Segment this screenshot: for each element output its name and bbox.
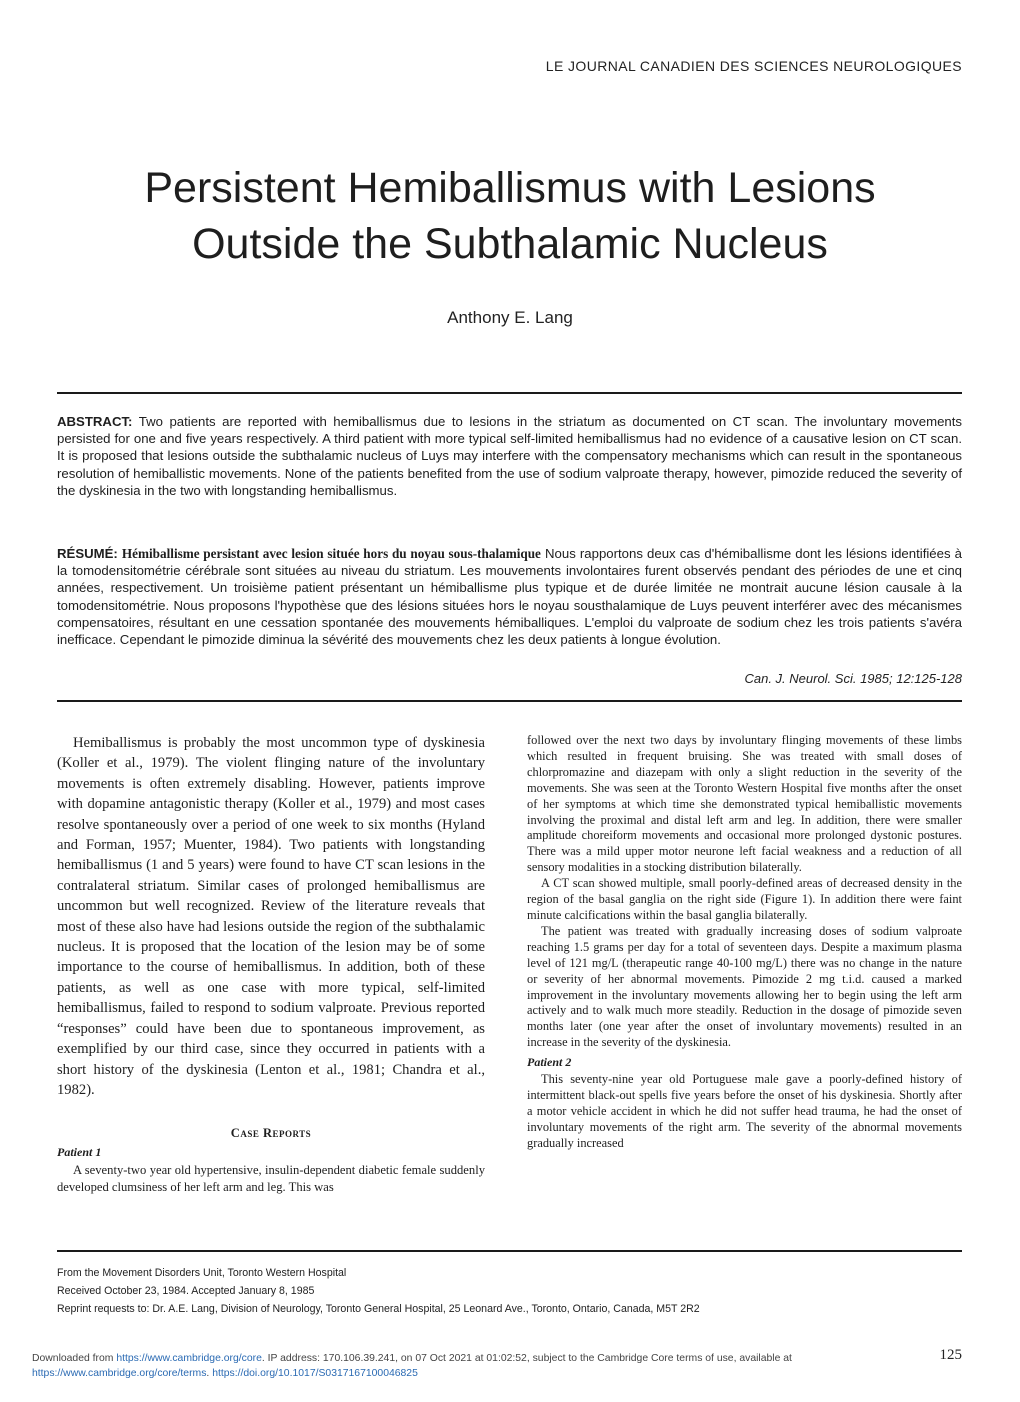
abstract-text: Two patients are reported with hemiballismus due to lesions in the striatum as documented on CT scan. The involuntary movements persisted for one and five years respectively. A third patient with more typical self-limited hemiballismus had no evidence of a causative lesion on CT scan. It is proposed that lesions outside the subthalamic nucleus of Luys may interfere with the compensatory mechanisms which can result in the spontaneous resolution of hemiballistic movements. None of the patients benefited from the use of sodium valproate therapy, however, pimozide reduced the severity of the dyskinesia in the two with longstanding hemiballismus.: [57, 414, 962, 498]
running-head: LE JOURNAL CANADIEN DES SCIENCES NEUROLOGIQUES: [545, 58, 962, 74]
right-paragraph-1: followed over the next two days by involuntary flinging movements of these limbs which resulted in frequent bruising. She was treated with small doses of chlorpromazine and diazepam with only a slight reduction in the severity of the movements. She was seen at the Toronto Western Hospital five months after the onset of her symptoms at which time she demonstrated typical hemiballistic movements involving the proximal and distal left arm and leg. In addition, there were smaller amplitude choreiform movements and occasional more prolonged dystonic postures. There was a mild upper motor neurone left facial weakness and a reduction of all sensory modalities in a stocking distribution bilaterally.: [527, 733, 962, 875]
footnote-received: Received October 23, 1984. Accepted January 8, 1985: [57, 1285, 315, 1297]
footnote-rule: [57, 1250, 962, 1252]
abstract-label: ABSTRACT:: [57, 414, 133, 429]
right-paragraph-4: This seventy-nine year old Portuguese male gave a poorly-defined history of intermittent black-out spells five years before the onset of his dyskinesia. Shortly after a motor vehicle accident in which he did not suffer head trauma, he had the onset of involuntary movements of the right arm. The severity of the abnormal movements gradually increased: [527, 1072, 962, 1150]
abstract: [57, 413, 962, 499]
download-notice: Downloaded from https://www.cambridge.org/core. IP address: 170.106.39.241, on 07 Oct 2021 at 01:02:52, subject to the Cambridge Core terms of use, available at https://www.cambridge.org/core/terms. https://doi.org/10.1017/S0317167100046825: [32, 1353, 792, 1379]
footnote-reprint: Reprint requests to: Dr. A.E. Lang, Division of Neurology, Toronto General Hospital, 25 Leonard Ave., Toronto, Ontario, Canada, M5T 2R2: [57, 1303, 700, 1315]
citation: Can. J. Neurol. Sci. 1985; 12:125-128: [744, 671, 962, 686]
resume-label: RÉSUMÉ:: [57, 546, 118, 561]
resume-text: Nous rapportons deux cas d'hémiballisme dont les lésions identifiées à la tomodensitométrie cérébrale sont situées au niveau du striatum. Les mouvements involontaires furent observés pendant des périodes de une et cinq années, respectivement. Un troisième patient présentant un hémiballisme plus typique et de durée limitée ne montrait aucune lésion causale à la tomodensitométrie. Nous proposons l'hypothèse que des lésions situées hors le noyau sousthalamique de Luys peuvent interférer avec des mécanismes compensatoires, résultant en une cessation spontanée des mouvements hémiballiques. L'emploi du valproate de sodium chez les trois patients s'avéra inefficace. Cependant le pimozide diminua la sévérité des mouvements chez les deux patients à longue évolution.: [57, 546, 962, 648]
doi-link[interactable]: https://doi.org/10.1017/S0317167100046825: [212, 1368, 418, 1379]
top-rule: [57, 392, 962, 394]
author-name: Anthony E. Lang: [447, 308, 573, 327]
footnote-affiliation: From the Movement Disorders Unit, Toronto Western Hospital: [57, 1267, 347, 1279]
footnotes: [57, 1264, 962, 1318]
download-middle: . IP address: 170.106.39.241, on 07 Oct 2021 at 01:02:52, subject to the Cambridge Core terms of use, available at: [261, 1353, 792, 1364]
title-line-1: Persistent Hemiballismus with Lesions: [144, 164, 876, 212]
terms-link[interactable]: https://www.cambridge.org/core/terms: [32, 1368, 207, 1379]
download-prefix: Downloaded from: [32, 1353, 114, 1364]
section-heading: Case Reports: [230, 1126, 312, 1141]
article-title: [60, 160, 960, 272]
abstract-bottom-rule: [57, 700, 962, 702]
page-number: 125: [939, 1347, 962, 1363]
title-line-2: Outside the Subthalamic Nucleus: [192, 220, 828, 268]
left-column: [57, 733, 485, 1196]
resume-subtitle: Hémiballisme persistant avec lesion située hors du noyau sous-thalamique: [121, 546, 541, 561]
patient-2-label: Patient 2: [527, 1055, 572, 1070]
intro-paragraph: Hemiballismus is probably the most uncommon type of dyskinesia (Koller et al., 1979). The violent flinging nature of the involuntary movements is often extremely disabling. However, patients improve with dopamine antagonistic therapy (Koller et al., 1979) and most cases resolve spontaneously over a period of one week to six months (Hyland and Forman, 1957; Muenter, 1984). Two patients with longstanding hemiballismus (1 and 5 years) were found to have CT scan lesions in the contralateral striatum. Similar cases of prolonged hemiballismus are uncommon but well recognized. Review of the literature reveals that most of these also have had lesions outside the region of the subthalamic nucleus. It is proposed that the location of the lesion may be of some importance to the course of hemiballismus. In addition, both of these patients, as well as one case with more typical, self-limited hemiballismus, failed to respond to sodium valproate. Previous reported “responses” could have been due to spontaneous improvement, as exemplified by our third case, since they occurred in patients with a short history of the dyskinesia (Lenton et al., 1981; Chandra et al., 1982).: [57, 735, 485, 1098]
patient-1-label: Patient 1: [57, 1145, 102, 1160]
resume: [57, 545, 962, 648]
right-paragraph-3: The patient was treated with gradually increasing doses of sodium valproate reaching 1.5 grams per day for a total of seventeen days. Despite a maximum plasma level of 121 mg/L (therapeutic range 40-100 mg/L) there was no change in the nature or severity of her abnormal movements. Pimozide 2 mg t.i.d. caused a marked improvement in the involuntary movements allowing her to begin using the left arm actively and to walk much more steadily. Reduction in the dosage of pimozide seven months later (one year after the onset of involuntary movements) resulted in an increase in the severity of the dyskinesia.: [527, 923, 962, 1050]
core-link[interactable]: https://www.cambridge.org/core: [116, 1353, 262, 1364]
right-paragraph-2: A CT scan showed multiple, small poorly-defined areas of decreased density in the region of the basal ganglia on the right side (Figure 1). In addition there were faint minute calcifications within the basal ganglia bilaterally.: [527, 876, 962, 922]
patient-1-paragraph: A seventy-two year old hypertensive, insulin-dependent diabetic female suddenly developed clumsiness of her left arm and leg. This was: [57, 1163, 485, 1195]
right-column: [527, 733, 962, 1152]
